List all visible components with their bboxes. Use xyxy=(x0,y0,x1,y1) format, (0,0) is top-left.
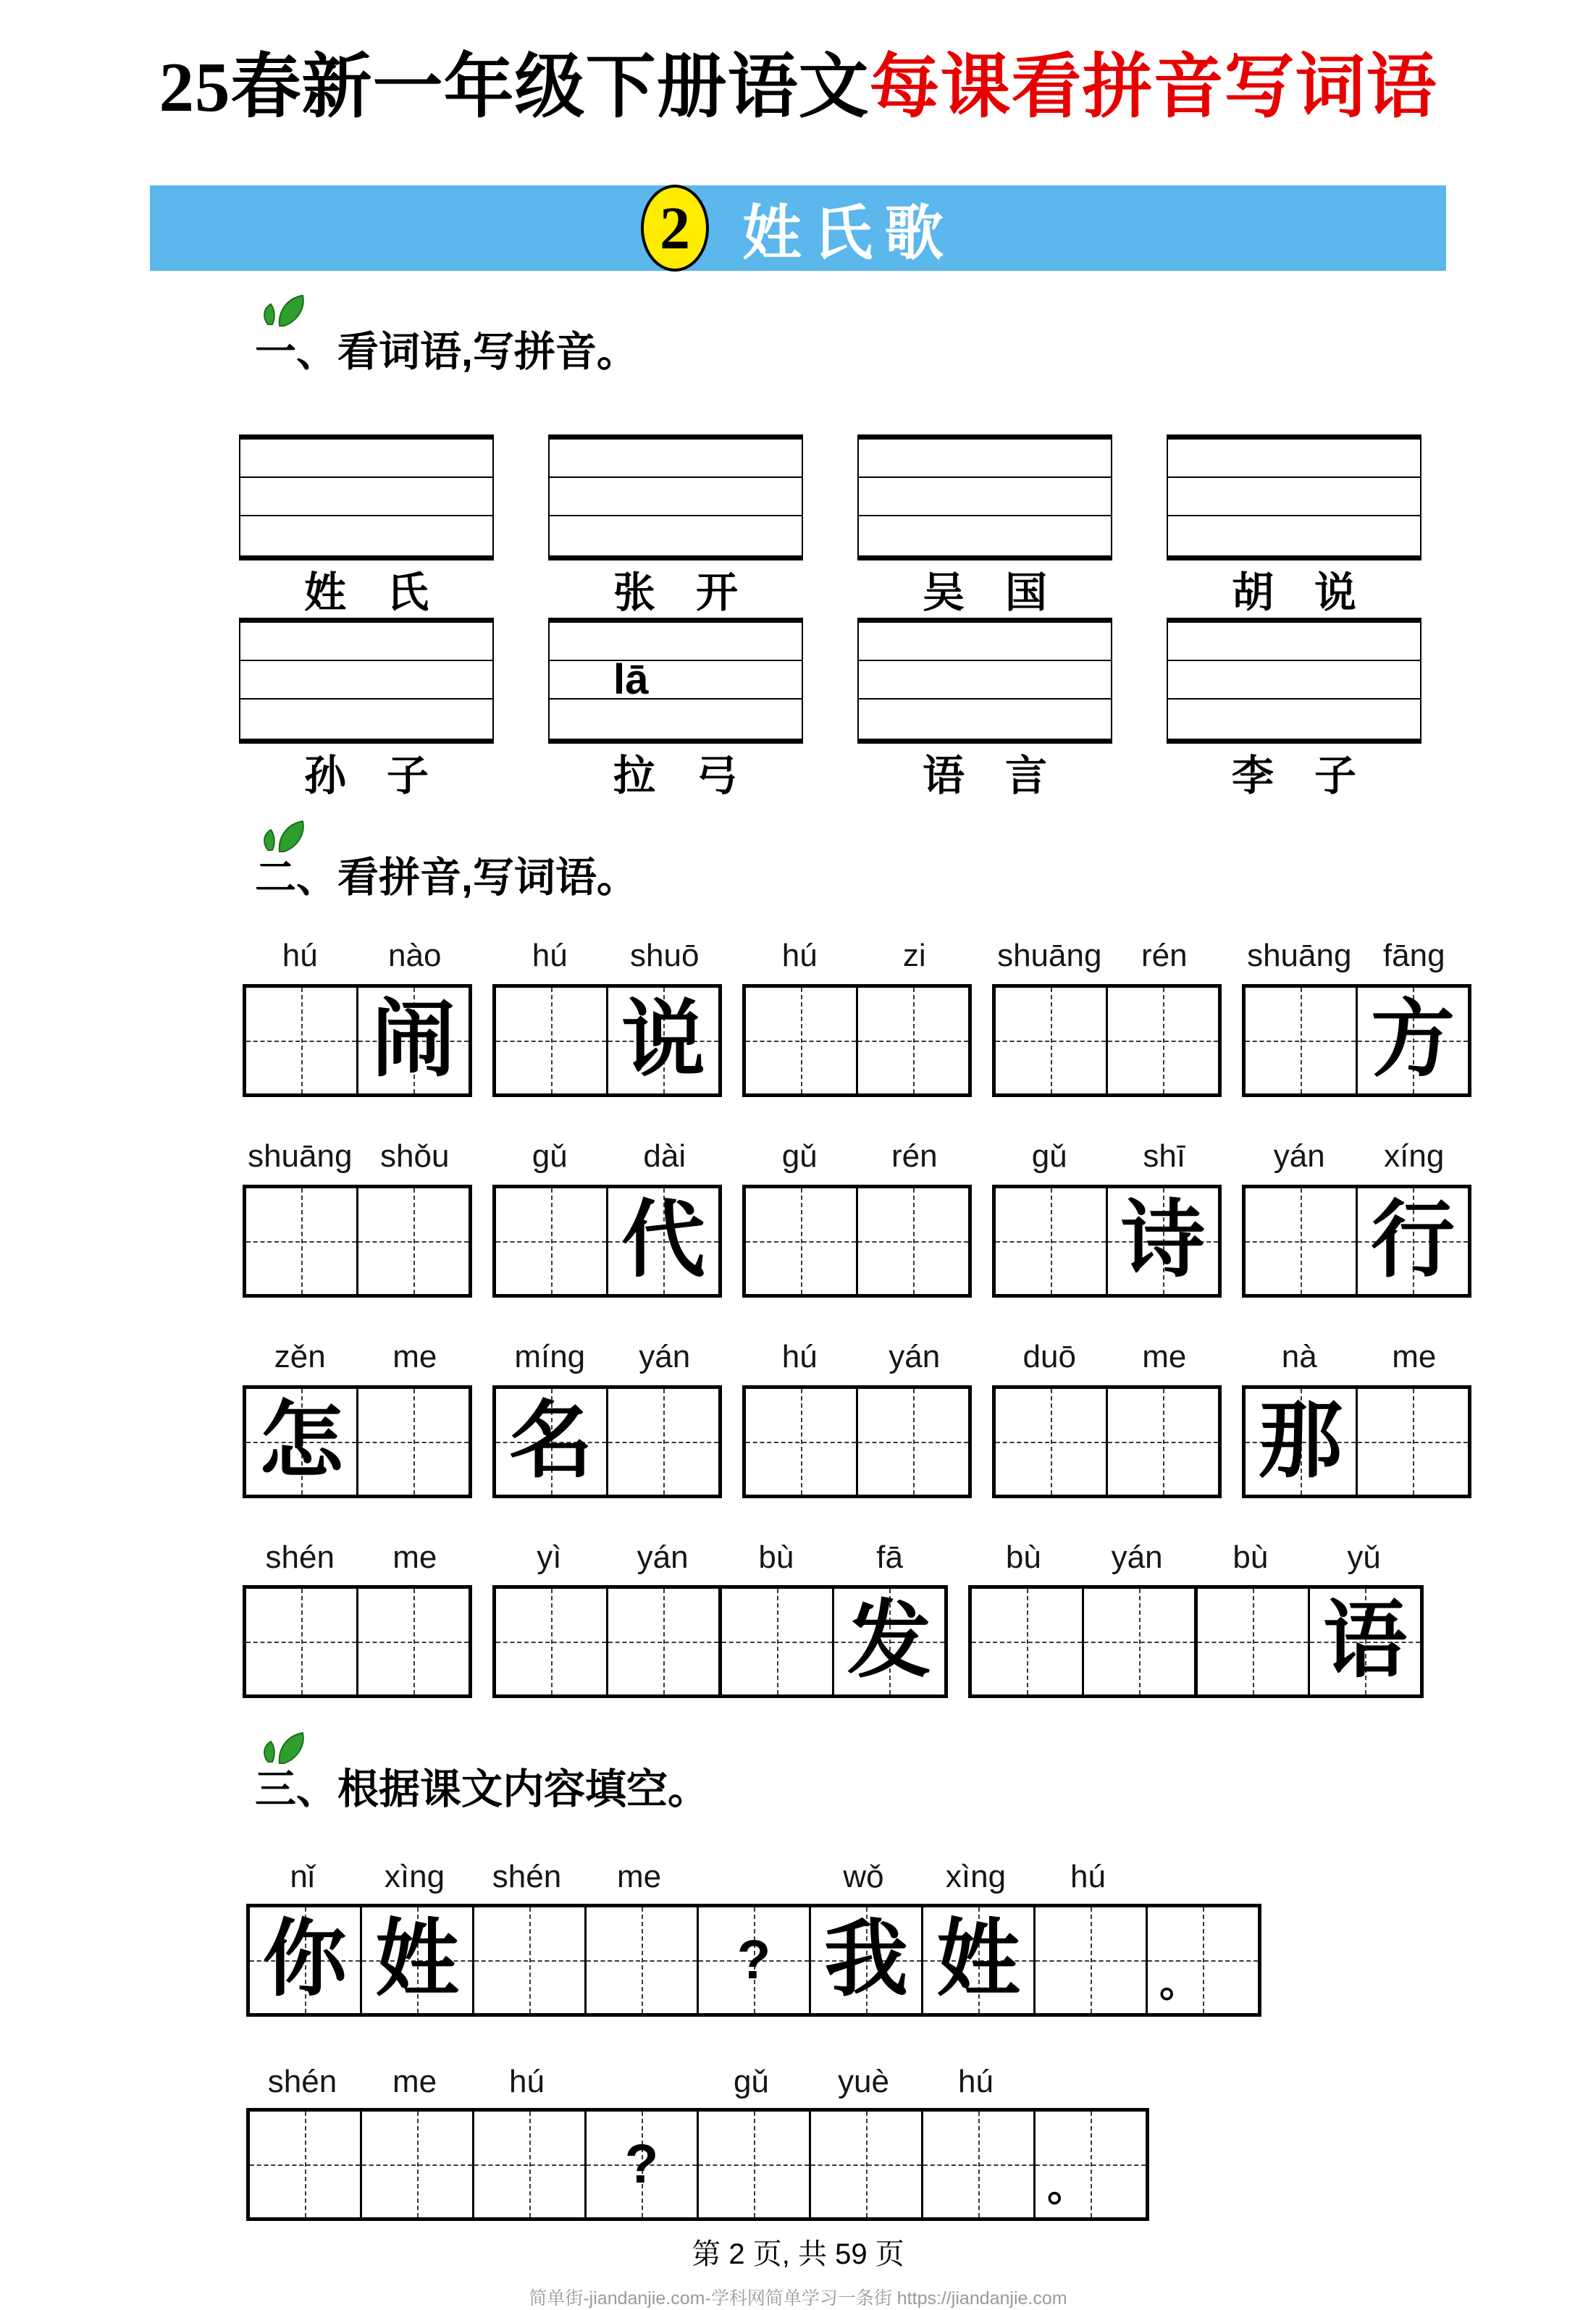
word-column xyxy=(239,618,494,801)
page-title xyxy=(0,0,1596,133)
character-cell xyxy=(246,1389,358,1495)
character-cell xyxy=(858,1188,968,1294)
word-character: 子 xyxy=(387,752,429,800)
character-cell xyxy=(358,988,469,1093)
word-character: 言 xyxy=(1005,752,1048,800)
word-column xyxy=(239,434,494,618)
character-box xyxy=(243,1385,472,1498)
character-box xyxy=(243,1585,472,1698)
leaf-icon xyxy=(258,291,314,329)
grid-line xyxy=(859,476,1111,478)
title-black-part: 25春新一年级下册语文 xyxy=(159,49,870,126)
fill-blank-row xyxy=(246,1858,1596,2017)
pinyin-writing-box xyxy=(1167,618,1421,744)
pinyin-row xyxy=(243,1138,1596,1176)
character-cell xyxy=(1358,1389,1468,1495)
pinyin-syllable: nà xyxy=(1281,1338,1317,1374)
word-character: 开 xyxy=(696,569,739,617)
pinyin-word-row xyxy=(243,937,1596,1097)
pinyin-syllable: hú xyxy=(282,938,318,974)
grid-line xyxy=(1168,515,1420,516)
character-box xyxy=(492,1385,722,1498)
character-cell xyxy=(996,988,1108,1093)
character-cell xyxy=(587,1907,699,2013)
character-cell xyxy=(746,1389,858,1495)
page-number: 第 2 页, 共 59 页 xyxy=(692,2238,904,2271)
character-cell xyxy=(608,1188,718,1294)
character-cell xyxy=(250,1907,362,2013)
section-three-heading-text: 三、根据课文内容填空。 xyxy=(255,1766,709,1813)
pinyin-syllable: fā xyxy=(876,1539,903,1575)
pinyin-syllable: gǔ xyxy=(532,1138,568,1175)
word-column xyxy=(548,618,803,801)
page-footer xyxy=(0,2231,1596,2310)
section-one xyxy=(0,327,1596,801)
character-cell xyxy=(1358,1188,1468,1294)
handwritten-character: 我 xyxy=(824,1913,908,2007)
punctuation-mark: ? xyxy=(736,1928,771,1991)
section-one-heading xyxy=(255,327,638,377)
pinyin-row xyxy=(243,937,1596,975)
pinyin-syllable: yán xyxy=(1111,1539,1163,1575)
pinyin-syllable xyxy=(583,2063,695,2101)
handwritten-character: 怎 xyxy=(259,1395,343,1488)
word-character: 弓 xyxy=(696,752,739,800)
pinyin-syllable: míng xyxy=(514,1338,586,1374)
pinyin-syllable: me xyxy=(392,1539,437,1575)
section-one-rows xyxy=(239,434,1596,800)
fill-blank-row xyxy=(246,2063,1596,2222)
pinyin-syllable: gǔ xyxy=(734,2063,769,2099)
character-cell xyxy=(996,1389,1108,1495)
grid-line xyxy=(550,515,802,516)
pinyin-syllable: shén xyxy=(267,2063,337,2099)
character-cell xyxy=(1036,1907,1148,2013)
grid-line xyxy=(240,515,492,516)
pinyin-syllable: xìng xyxy=(384,1858,445,1894)
section-three-heading xyxy=(255,1765,709,1814)
pinyin-syllable xyxy=(1032,2063,1144,2101)
character-box xyxy=(243,984,472,1097)
pinyin-syllable: shī xyxy=(1143,1138,1186,1175)
pinyin-syllable: yǔ xyxy=(1347,1539,1381,1575)
character-cell xyxy=(358,1188,469,1294)
character-cell xyxy=(246,1188,358,1294)
word-character: 子 xyxy=(1314,752,1357,800)
pinyin-word-row xyxy=(243,1539,1596,1699)
character-cell xyxy=(608,1389,718,1495)
character-cell xyxy=(858,1389,968,1495)
word-label xyxy=(1167,569,1421,618)
pinyin-group xyxy=(992,1138,1222,1176)
leaf-icon xyxy=(258,1729,314,1766)
character-cell xyxy=(474,2112,587,2217)
character-box xyxy=(742,1385,972,1498)
word-row xyxy=(239,434,1596,618)
word-character: 孙 xyxy=(303,752,346,800)
character-cell xyxy=(1108,1188,1218,1294)
word-column xyxy=(857,618,1112,801)
word-character: 张 xyxy=(613,569,655,617)
character-box xyxy=(1242,984,1471,1097)
pinyin-syllable: fāng xyxy=(1382,938,1445,974)
character-cell xyxy=(1084,1589,1198,1694)
lesson-number-badge: 2 xyxy=(641,185,709,272)
grid-line xyxy=(550,476,802,478)
character-cell xyxy=(923,2112,1036,2217)
lesson-banner xyxy=(150,185,1446,271)
pinyin-group xyxy=(492,1338,722,1377)
character-cell xyxy=(699,2112,811,2217)
character-box xyxy=(492,984,722,1097)
pinyin-syllable: duō xyxy=(1022,1338,1076,1374)
pinyin-syllable: yuè xyxy=(838,2063,889,2099)
pinyin-syllable: me xyxy=(392,1338,437,1374)
pinyin-syllable: hú xyxy=(781,938,818,974)
grid-line xyxy=(859,660,1111,661)
pinyin-group xyxy=(742,1138,972,1176)
pinyin-syllable: hú xyxy=(509,2063,545,2099)
character-cell xyxy=(1108,1389,1218,1495)
character-cell xyxy=(923,1907,1036,2013)
grid-line xyxy=(1168,476,1420,478)
handwritten-character: 姓 xyxy=(936,1913,1020,2007)
character-cell xyxy=(608,988,718,1093)
pinyin-syllable: yì xyxy=(537,1539,562,1575)
pinyin-group xyxy=(1242,937,1471,975)
pinyin-syllable: gǔ xyxy=(1031,1138,1067,1175)
box-row xyxy=(243,984,1596,1097)
grid-line xyxy=(550,660,802,661)
pinyin-syllable: shuāng xyxy=(248,1138,353,1175)
handwritten-character: 代 xyxy=(621,1194,705,1288)
pinyin-group xyxy=(492,1539,946,1577)
handwritten-character: 你 xyxy=(263,1913,347,2007)
pinyin-group xyxy=(492,937,722,975)
punctuation-mark: 。 xyxy=(1047,2164,1088,2210)
handwritten-character: 语 xyxy=(1323,1595,1407,1689)
character-cell xyxy=(496,1188,608,1294)
handwritten-character: 名 xyxy=(509,1395,593,1488)
grid-line xyxy=(1168,698,1420,700)
pinyin-group xyxy=(992,1338,1222,1377)
pinyin-writing-box xyxy=(857,618,1112,744)
handwritten-character: 闹 xyxy=(371,994,455,1088)
pinyin-writing-box xyxy=(1167,434,1421,560)
character-cell xyxy=(811,2112,923,2217)
character-box xyxy=(992,1185,1222,1298)
handwritten-character: 方 xyxy=(1371,994,1455,1088)
pinyin-word-row xyxy=(243,1138,1596,1298)
pinyin-group xyxy=(742,937,972,975)
pinyin-row xyxy=(243,1338,1596,1377)
pinyin-syllable xyxy=(695,1858,807,1897)
pinyin-syllable: hú xyxy=(781,1338,818,1374)
pinyin-writing-box xyxy=(548,434,803,560)
pinyin-syllable: yán xyxy=(637,1539,689,1575)
pinyin-syllable: hú xyxy=(532,938,568,974)
pinyin-group xyxy=(1242,1338,1471,1377)
section-two-heading-text: 二、看拼音,写词语。 xyxy=(255,854,638,901)
character-box xyxy=(968,1585,1424,1698)
pinyin-group xyxy=(243,1138,472,1176)
character-cell xyxy=(496,1389,608,1495)
character-cell xyxy=(587,2112,699,2217)
character-box xyxy=(492,1585,948,1698)
character-cell xyxy=(996,1188,1108,1294)
section-two-heading xyxy=(255,853,638,902)
character-cell xyxy=(246,1589,358,1694)
handwritten-character: 说 xyxy=(621,994,705,1088)
character-cell xyxy=(496,988,608,1093)
pinyin-group xyxy=(243,1338,472,1377)
character-box xyxy=(742,1185,972,1298)
pinyin-syllable: shǒu xyxy=(380,1138,450,1175)
grid-line xyxy=(859,698,1111,700)
fill-blank-strip xyxy=(246,2108,1149,2221)
pinyin-group xyxy=(243,1539,472,1577)
word-label xyxy=(857,569,1112,618)
pinyin-syllable: shuāng xyxy=(1247,938,1352,974)
pinyin-syllable: shuō xyxy=(630,938,700,974)
handwritten-character: 诗 xyxy=(1121,1194,1205,1288)
pinyin-syllable: me xyxy=(1392,1338,1437,1374)
word-label xyxy=(548,752,803,801)
word-character: 胡 xyxy=(1231,569,1274,617)
pinyin-writing-box xyxy=(239,618,494,744)
pinyin-syllable: me xyxy=(392,2063,437,2099)
grid-line xyxy=(240,476,492,478)
section-two xyxy=(0,853,1596,1699)
character-cell xyxy=(608,1589,722,1694)
character-cell xyxy=(1246,988,1358,1093)
character-cell xyxy=(1246,1389,1358,1495)
grid-line xyxy=(240,660,492,661)
character-box xyxy=(992,1385,1222,1498)
word-character: 氏 xyxy=(387,569,429,617)
word-label xyxy=(1167,752,1421,801)
character-cell xyxy=(362,2112,474,2217)
word-row xyxy=(239,618,1596,801)
grid-line xyxy=(1168,660,1420,661)
pinyin-group xyxy=(967,1539,1421,1577)
grid-line xyxy=(859,515,1111,516)
word-label xyxy=(548,569,803,618)
pinyin-syllable: yán xyxy=(639,1338,691,1374)
pinyin-syllable: xìng xyxy=(945,1858,1007,1894)
site-watermark: 简单街-jiandanjie.com-学科网简单学习一条街 https://jiandanjie.com xyxy=(529,2288,1067,2309)
character-box xyxy=(492,1185,722,1298)
word-column xyxy=(1167,434,1421,618)
character-cell xyxy=(246,988,358,1093)
word-label xyxy=(239,569,494,618)
lesson-title: 姓氏歌 xyxy=(742,200,955,266)
character-cell xyxy=(811,1907,923,2013)
pinyin-syllable: rén xyxy=(1141,938,1188,974)
pinyin-syllable: me xyxy=(616,1858,662,1894)
pinyin-syllable: hú xyxy=(958,2063,994,2099)
pinyin-syllable: hú xyxy=(1070,1858,1106,1894)
character-cell xyxy=(746,988,858,1093)
pinyin-syllable: shuāng xyxy=(997,938,1102,974)
word-character: 拉 xyxy=(613,752,655,800)
punctuation-mark: 。 xyxy=(1159,1959,1200,2005)
handwritten-character: 姓 xyxy=(375,1913,459,2007)
word-character: 李 xyxy=(1231,752,1274,800)
section-three-rows xyxy=(246,1858,1596,2222)
character-cell xyxy=(496,1589,608,1694)
grid-line xyxy=(550,698,802,700)
pinyin-syllable: me xyxy=(1142,1338,1187,1374)
pinyin-syllable xyxy=(1144,1858,1256,1897)
character-box xyxy=(1242,1185,1471,1298)
character-cell xyxy=(1310,1589,1420,1694)
pinyin-syllable: yán xyxy=(1273,1138,1325,1175)
character-box xyxy=(742,984,972,1097)
pinyin-writing-box xyxy=(548,618,803,744)
character-cell xyxy=(362,1907,474,2013)
character-cell xyxy=(1148,1907,1258,2013)
pinyin-syllable: bù xyxy=(1232,1539,1269,1575)
character-cell xyxy=(474,1907,587,2013)
word-column xyxy=(857,434,1112,618)
pinyin-syllable: nào xyxy=(388,938,442,974)
box-row xyxy=(243,1385,1596,1498)
pinyin-writing-box xyxy=(239,434,494,560)
pinyin-syllable: bù xyxy=(758,1539,794,1575)
word-column xyxy=(1167,618,1421,801)
word-label xyxy=(239,752,494,801)
title-red-part: 每课看拼音写词语 xyxy=(869,49,1437,126)
pinyin-group xyxy=(742,1338,972,1377)
leaf-icon xyxy=(258,817,314,854)
pinyin-syllable: wǒ xyxy=(843,1858,884,1894)
pinyin-syllable: bù xyxy=(1005,1539,1041,1575)
character-cell xyxy=(358,1389,469,1495)
punctuation-mark: ? xyxy=(624,2133,659,2196)
pinyin-syllable: gǔ xyxy=(781,1138,818,1175)
section-one-heading-text: 一、看词语,写拼音。 xyxy=(255,329,638,376)
pinyin-syllable: xíng xyxy=(1384,1138,1445,1175)
section-three xyxy=(0,1765,1596,2221)
character-cell xyxy=(972,1589,1084,1694)
handwritten-character: 发 xyxy=(847,1595,931,1689)
pinyin-syllable: shén xyxy=(492,1858,562,1894)
character-cell xyxy=(1246,1188,1358,1294)
word-character: 说 xyxy=(1314,569,1357,617)
pinyin-group xyxy=(992,937,1222,975)
word-column xyxy=(548,434,803,618)
character-cell xyxy=(250,2112,362,2217)
character-cell xyxy=(746,1188,858,1294)
section-two-rows xyxy=(243,937,1596,1698)
handwritten-pinyin: lā xyxy=(613,656,649,704)
character-cell xyxy=(358,1589,469,1694)
character-cell xyxy=(699,1907,811,2013)
character-cell xyxy=(722,1589,834,1694)
pinyin-group xyxy=(1242,1138,1471,1176)
word-label xyxy=(857,752,1112,801)
word-character: 语 xyxy=(922,752,965,800)
pinyin-syllable: zěn xyxy=(274,1338,326,1374)
box-row xyxy=(243,1585,1596,1698)
character-cell xyxy=(1108,988,1218,1093)
pinyin-group xyxy=(243,937,472,975)
pinyin-word-row xyxy=(243,1338,1596,1498)
pinyin-writing-box xyxy=(857,434,1112,560)
pinyin-row xyxy=(246,1858,1596,1897)
pinyin-syllable: zi xyxy=(902,938,926,974)
box-row xyxy=(243,1185,1596,1298)
pinyin-syllable: shén xyxy=(265,1539,335,1575)
grid-line xyxy=(240,698,492,700)
pinyin-syllable: yán xyxy=(889,1338,941,1374)
pinyin-row xyxy=(243,1539,1596,1577)
word-character: 姓 xyxy=(303,569,346,617)
word-character: 吴 xyxy=(922,569,965,617)
character-cell xyxy=(1358,988,1468,1093)
pinyin-syllable: rén xyxy=(891,1138,938,1175)
fill-blank-strip xyxy=(246,1904,1261,2017)
word-character: 国 xyxy=(1005,569,1048,617)
pinyin-row xyxy=(246,2063,1596,2101)
character-box xyxy=(1242,1385,1471,1498)
character-cell xyxy=(834,1589,944,1694)
handwritten-character: 行 xyxy=(1371,1194,1455,1288)
handwritten-character: 那 xyxy=(1259,1395,1343,1488)
character-cell xyxy=(858,988,968,1093)
character-box xyxy=(243,1185,472,1298)
character-cell xyxy=(1036,2112,1146,2217)
character-box xyxy=(992,984,1222,1097)
character-cell xyxy=(1198,1589,1310,1694)
pinyin-group xyxy=(492,1138,722,1176)
pinyin-syllable: dài xyxy=(643,1138,686,1175)
pinyin-syllable: nǐ xyxy=(290,1858,315,1894)
